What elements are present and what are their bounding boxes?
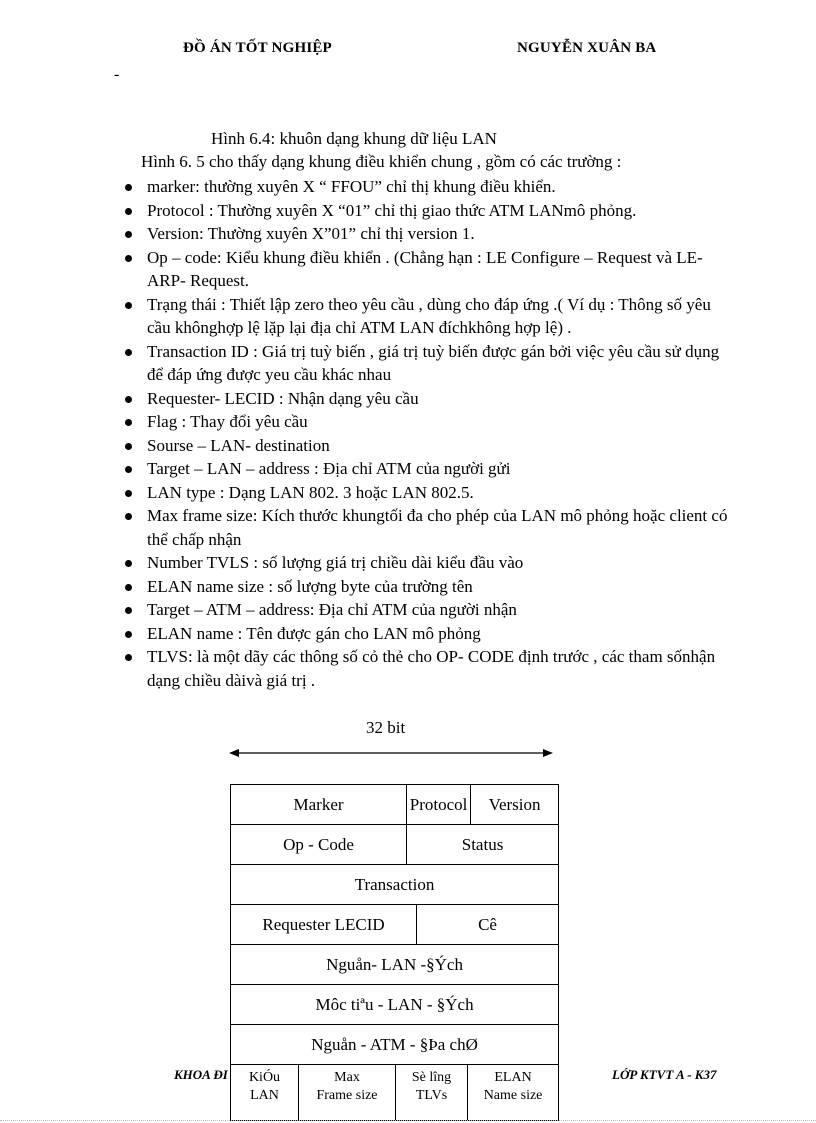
list-item: marker: thường xuyên X “ FFOU” chỉ thị khung điều khiển. — [120, 175, 730, 199]
footer-faculty: KHOA ĐI — [174, 1067, 228, 1082]
field-number-tlvs-line1: Sè lîng — [411, 1070, 452, 1085]
list-item: Protocol : Thường xuyên X “01” chỉ thị giao thức ATM LANmô phỏng. — [120, 199, 730, 223]
list-item: Op – code: Kiểu khung điều khiển . (Chẳng hạn : LE Configure – Request và LE- ARP- Request. — [120, 246, 730, 293]
list-item: Target – LAN – address : Địa chỉ ATM của người gửi — [120, 457, 730, 481]
field-source-atm-address: Nguån - ATM - §Þa chØ — [231, 1025, 559, 1065]
field-source-lan-destination: Nguån- LAN -§Ých — [231, 945, 559, 985]
bit-width-label: 32 bit — [366, 718, 406, 737]
stray-dash: - — [114, 66, 120, 83]
field-max-frame-size-line1: Max — [334, 1070, 360, 1085]
field-max-frame-size — [299, 1065, 396, 1121]
field-lan-type-line2: LAN — [250, 1088, 279, 1103]
list-item: Version: Thường xuyên X”01” chỉ thị version 1. — [120, 222, 730, 246]
field-lan-type — [231, 1065, 299, 1121]
field-max-frame-size-line2: Frame size — [316, 1088, 378, 1103]
list-item: ELAN name size : số lượng byte của trường tên — [120, 575, 730, 599]
header-author: NGUYỄN XUÂN BA — [517, 40, 657, 56]
list-item: Transaction ID : Giá trị tuỳ biến , giá trị tuỳ biến được gán bởi việc yêu cầu sử dụng để đáp ứng được yeu cầu khác nhau — [120, 340, 730, 387]
list-item: TLVS: là một dãy các thông số cỏ thẻ cho OP- CODE định trước , các tham sốnhận dạng chiều dàivà giá trị . — [120, 645, 730, 692]
field-marker: Marker — [231, 785, 407, 825]
field-version: Version — [471, 785, 559, 825]
field-target-lan-destination: Môc tiªu - LAN - §Ých — [231, 985, 559, 1025]
field-number-tlvs — [396, 1065, 468, 1121]
field-elan-name-size-line1: ELAN — [494, 1070, 532, 1085]
intro-paragraph: Hình 6. 5 cho thấy dạng khung điều khiển chung , gồm có các trường : — [141, 152, 622, 171]
page-bottom-divider — [0, 1120, 816, 1121]
double-arrow-icon — [228, 744, 554, 762]
footer-class: LỚP KTVT A - K37 — [612, 1067, 717, 1082]
figure-caption: Hình 6.4: khuôn dạng khung dữ liệu LAN — [211, 129, 497, 148]
list-item: Number TVLS : số lượng giá trị chiều dài kiểu đầu vào — [120, 551, 730, 575]
field-transaction: Transaction — [231, 865, 559, 905]
list-item: Trạng thái : Thiết lập zero theo yêu cầu , dùng cho đáp ứng .( Ví dụ : Thông số yêu cầu khônghợp lệ lặp lại địa chỉ ATM LAN đíchkhông hợp lệ) . — [120, 293, 730, 340]
field-elan-name-size-line2: Name size — [483, 1088, 543, 1103]
field-elan-name-size — [468, 1065, 559, 1121]
list-item: Flag : Thay đổi yêu cầu — [120, 410, 730, 434]
field-flags: Cê — [417, 905, 559, 945]
frame-format-diagram — [230, 784, 559, 1121]
list-item: LAN type : Dạng LAN 802. 3 hoặc LAN 802.5. — [120, 481, 730, 505]
field-number-tlvs-line2: TLVs — [415, 1088, 448, 1103]
list-item: ELAN name : Tên được gán cho LAN mô phỏng — [120, 622, 730, 646]
list-item: Target – ATM – address: Địa chỉ ATM của người nhận — [120, 598, 730, 622]
field-requester-lecid: Requester LECID — [231, 905, 417, 945]
list-item: Requester- LECID : Nhận dạng yêu cầu — [120, 387, 730, 411]
field-lan-type-line1: KiÓu — [248, 1070, 281, 1085]
field-op-code: Op - Code — [231, 825, 407, 865]
field-protocol: Protocol — [407, 785, 471, 825]
field-status: Status — [407, 825, 559, 865]
list-item: Max frame size: Kích thước khungtối đa cho phép của LAN mô phỏng hoặc client có thể chấp nhận — [120, 504, 730, 551]
header-title-left: ĐỒ ÁN TỐT NGHIỆP — [183, 40, 332, 56]
field-list — [120, 175, 730, 692]
list-item: Sourse – LAN- destination — [120, 434, 730, 458]
